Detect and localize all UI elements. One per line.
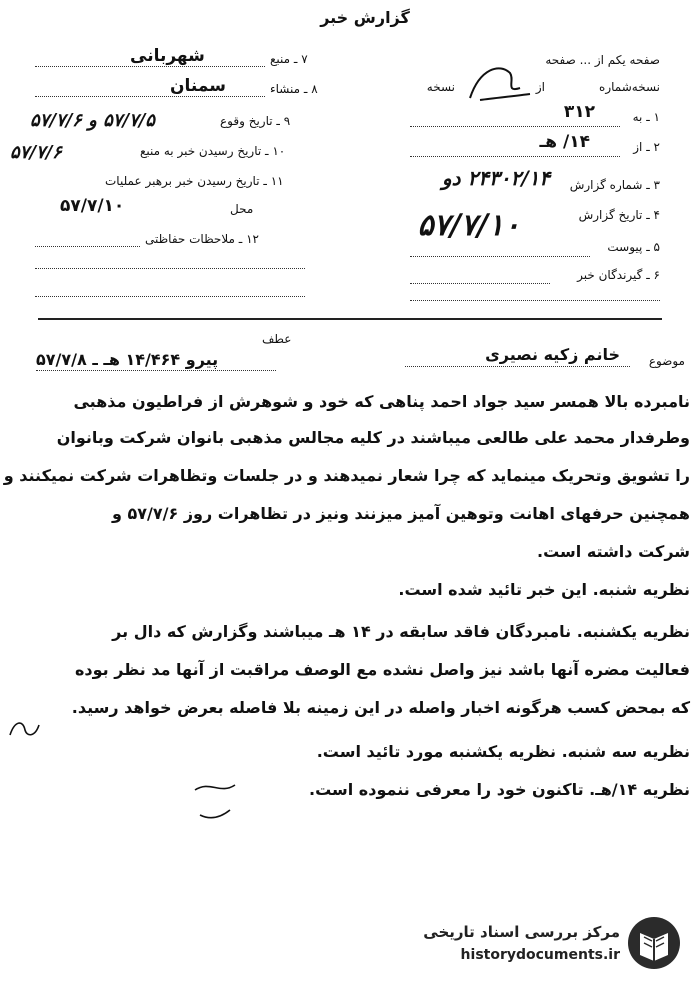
reference-label: عطف [262,332,292,346]
watermark-name: مرکز بررسی اسناد تاریخی [423,923,620,941]
body-line: وطرفدار محمد علی طالعی میباشند در کلیه مجالس مذهبی بانوان شرکت وبانوان [56,428,690,447]
header-separator [38,318,662,320]
field-from-value: ۱۴/ هـ [539,132,590,152]
watermark [420,915,690,975]
field-source-label: ۷ ـ منبع [270,52,308,66]
body-line: نامبرده بالا همسر سید جواد احمد پناهی که خود و شوهرش از فراطیون مذهبی [73,392,690,411]
field-to-label: ۱ ـ به [632,110,660,124]
field-report-date-label: ۴ ـ تاریخ گزارش [578,208,660,222]
field-source-receipt-value: ۵۷/۷/۶ [10,142,62,163]
reference-value: پیرو ۱۴/۴۶۴ هـ ـ ۵۷/۷/۸ [36,350,219,369]
field-source-line [35,66,265,67]
body-line: همچنین حرفهای اهانت وتوهین آمیز میزنند ونیز در تظاهرات روز ۵۷/۷/۶ و [112,504,690,523]
copy-label: نسخه‌شماره [599,80,660,94]
subject-value: خانم زکیه نصیری [485,345,620,364]
field-security-notes-line-1 [35,246,140,247]
field-attachment-label: ۵ ـ پیوست [607,240,660,254]
field-from-label: ۲ ـ از [633,140,660,154]
body-line: شرکت داشته است. [537,542,690,561]
field-security-notes-line-3 [35,296,305,297]
body-line: نظریه سه شنبه. نظریه یکشنبه مورد تائید است. [316,742,690,761]
subject-label: موضوع [648,354,685,368]
watermark-url: historydocuments.ir [460,947,620,963]
field-operations-receipt-value: ۵۷/۷/۱۰ [60,196,125,216]
field-occurrence-date-value: ۵۷/۷/۵ و ۵۷/۷/۶ [30,110,155,131]
copy-from-label: از [535,80,545,94]
field-place-label: محل [230,202,254,216]
signature-scribble [460,58,540,108]
body-line: نظریه یکشنبه. نامبردگان فاقد سابقه در ۱۴ هـ میباشند وگزارش که دال بر [112,622,690,641]
body-line: که بمحض کسب هرگونه اخبار واصله در این زمینه بلا فاصله بعرض خواهد رسید. [71,698,690,717]
approval-scribble [190,780,250,825]
field-to-line [410,126,620,127]
field-from-line [410,156,620,157]
body-line: را تشویق وتحریک مینماید که چرا شعار نمیدهند و در جلسات وتظاهرات شرکت نمیکنند و [3,466,690,485]
report-title: گزارش خبر [320,8,410,27]
field-source-value: شهربانی [130,46,205,66]
field-origin-label: ۸ ـ منشاء [270,82,318,96]
field-report-date-value: ۵۷/۷/۱۰ [417,208,520,243]
field-report-number-value: ۲۴۳۰۲/۱۴ دو [441,166,550,190]
field-security-notes-label: ۱۲ ـ ملاحظات حفاظتی [145,232,259,246]
archive-book-logo-icon [626,915,682,971]
body-line: فعالیت مضره آنها باشد نیز واصل نشده مع الوصف مراقبت از آنها مد نظر بوده [74,660,690,679]
copy-suffix-label: نسخه [426,80,455,94]
field-origin-line [35,96,265,97]
body-line: نظریه شنبه. این خبر تائید شده است. [398,580,690,599]
field-operations-receipt-label: ۱۱ ـ تاریخ رسیدن خبر برهبر عملیات [105,174,284,188]
subject-line [405,366,630,367]
body-line: نظریه ۱۴/هـ. تاکنون خود را معرفی ننموده است. [308,780,690,799]
field-report-number-label: ۳ ـ شماره گزارش [569,178,660,192]
field-security-notes-line-2 [35,268,305,269]
field-attachment-line [410,256,590,257]
field-occurrence-date-label: ۹ ـ تاریخ وقوع [220,114,291,128]
field-origin-value: سمنان [170,76,226,96]
field-to-value: ۳۱۲ [563,102,595,122]
margin-scribble [5,715,45,745]
field-recipients-line-1 [410,283,550,284]
page-info: صفحه یکم از ... صفحه [545,53,660,67]
reference-line [36,370,276,371]
field-source-receipt-label: ۱۰ ـ تاریخ رسیدن خبر به منبع [140,144,286,158]
field-recipients-label: ۶ ـ گیرندگان خبر [577,268,660,282]
field-recipients-line-2 [410,300,660,301]
